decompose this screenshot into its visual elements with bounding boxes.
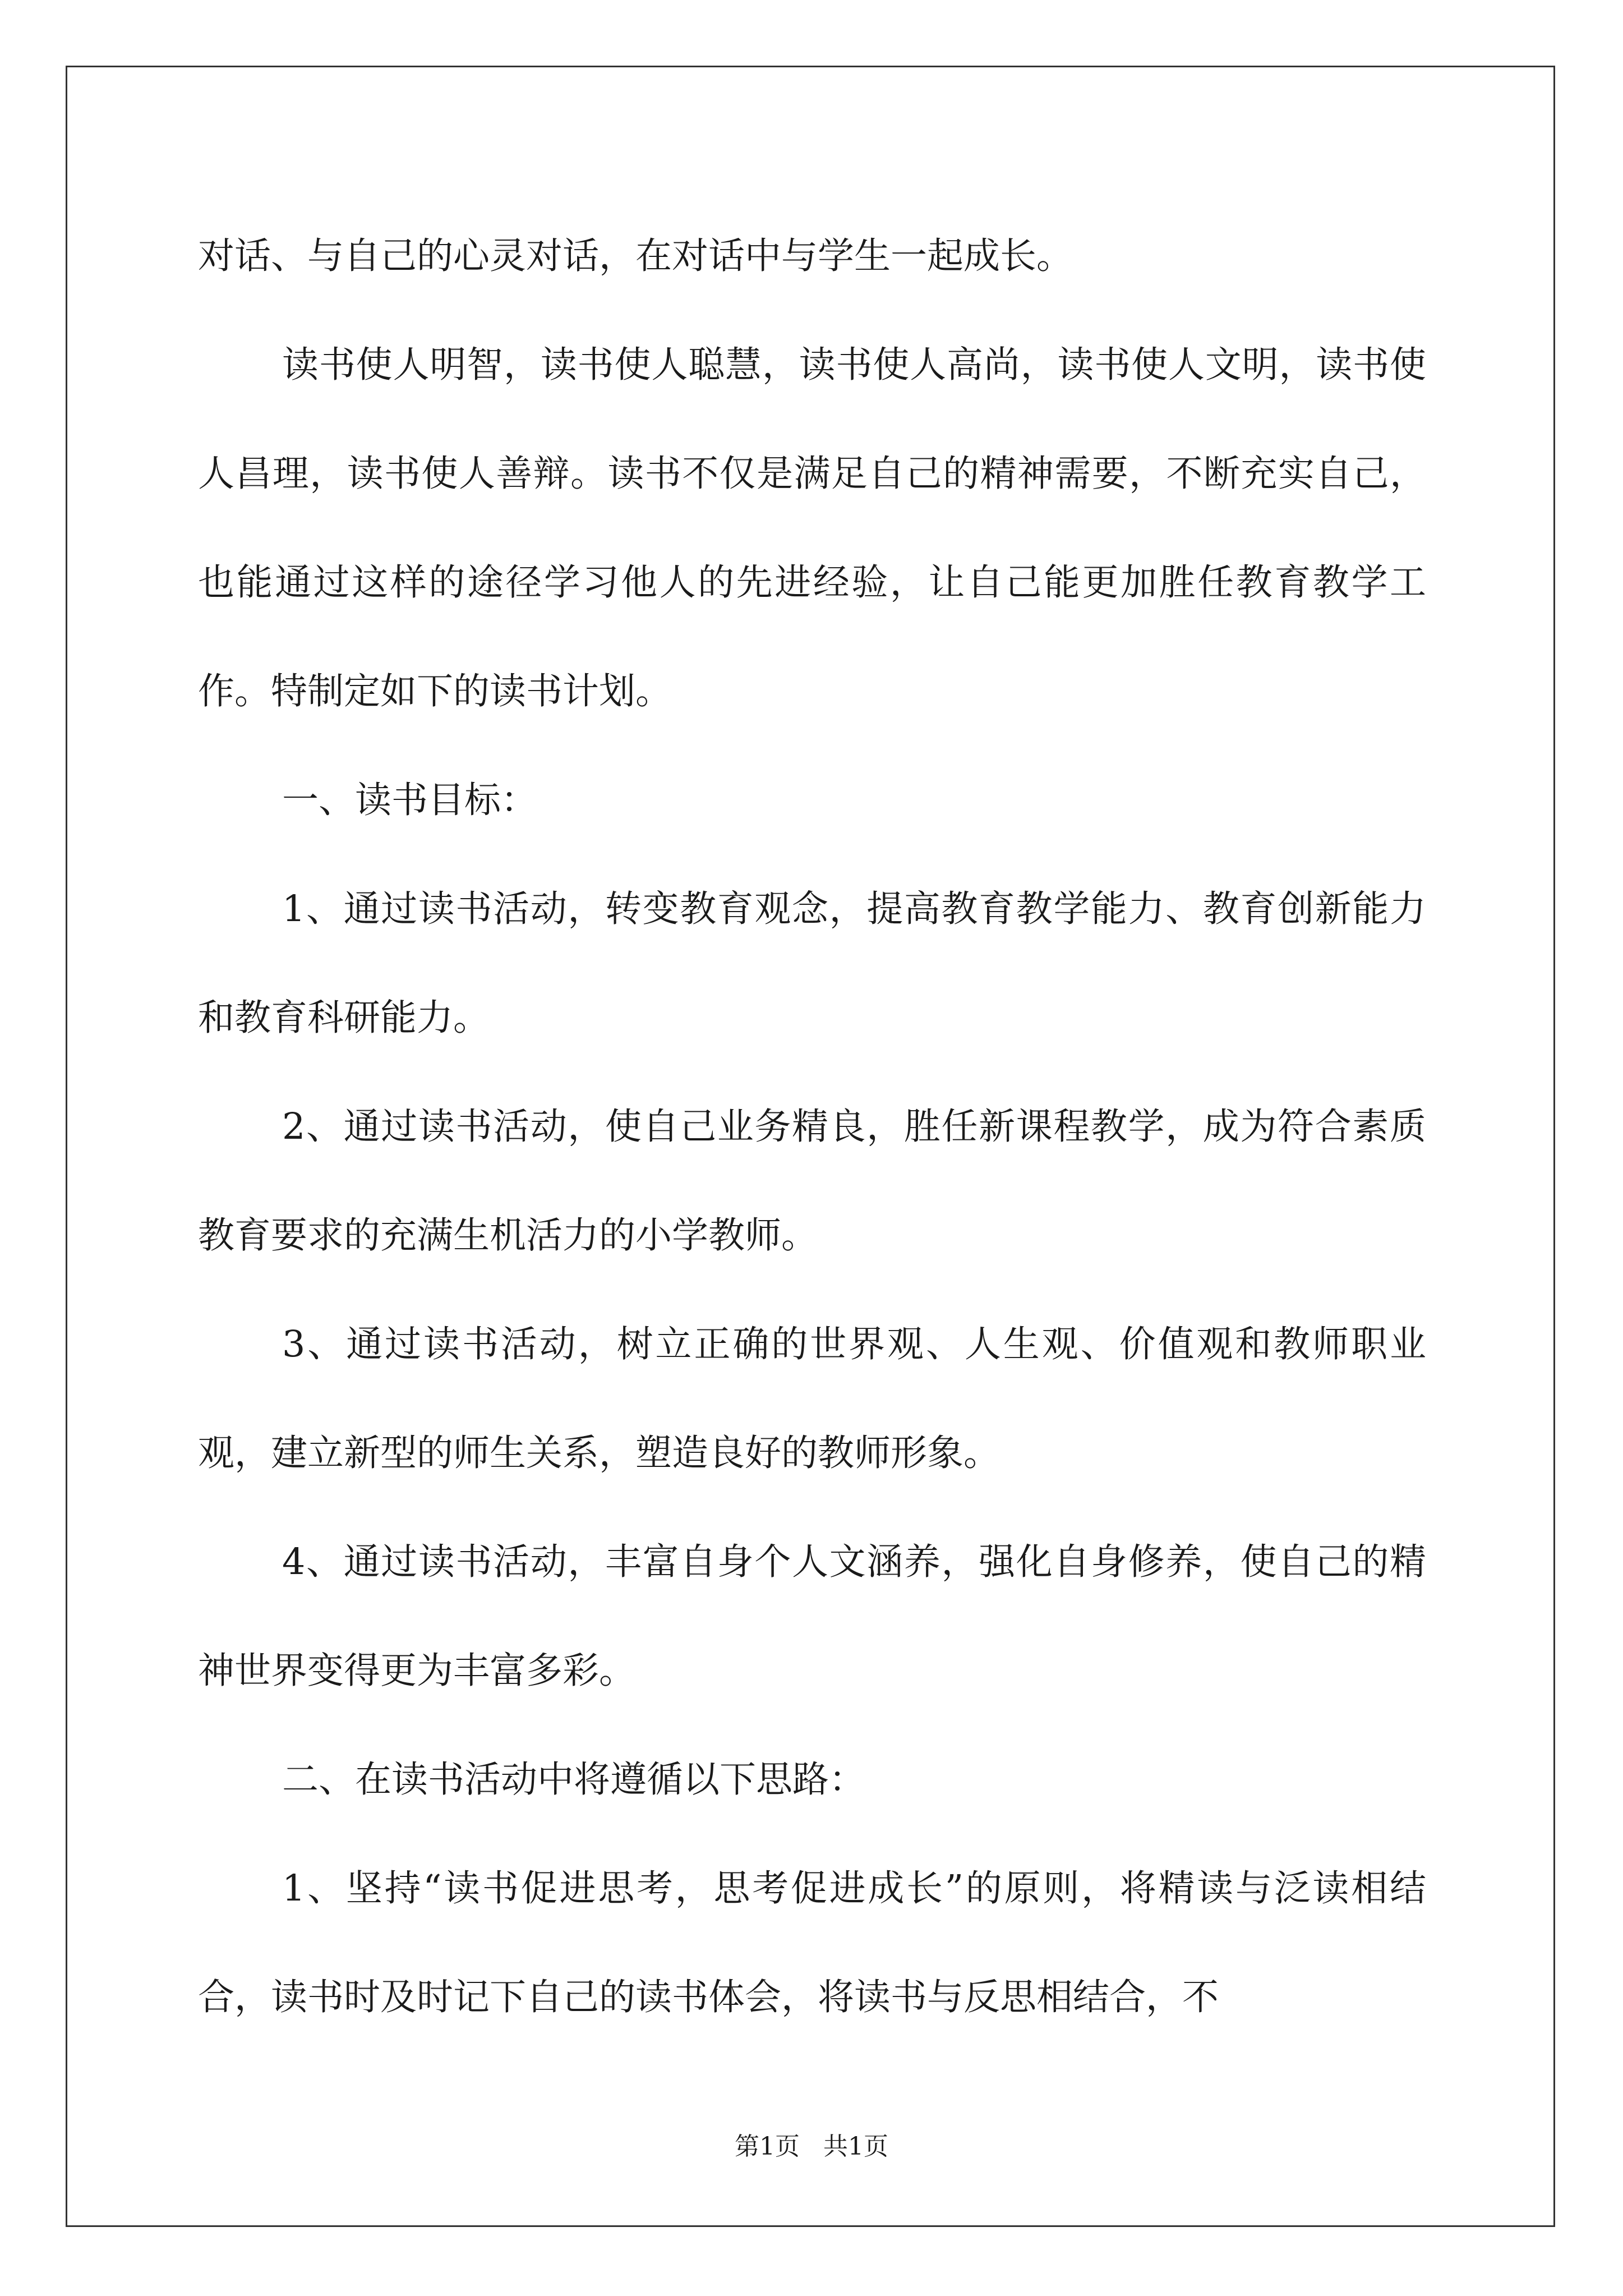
section-heading-1: 一、读书目标： — [282, 779, 538, 821]
section-heading-2: 二、在读书活动中将遵循以下思路： — [282, 1759, 866, 1801]
paragraph-1: 对话、与自己的心灵对话，在对话中与学生一起成长。 — [198, 235, 1073, 277]
page-number-footer: 第1页 共1页 — [735, 2132, 888, 2161]
paragraph-goal-2: 2、通过读书活动，使自己业务精良，胜任新课程教学，成为符合素质教育要求的充满生机活力的小学教师。 — [198, 1106, 1426, 1257]
paragraph-goal-4: 4、通过读书活动，丰富自身个人文涵养，强化自身修养，使自己的精神世界变得更为丰富多彩。 — [198, 1541, 1426, 1692]
document-body — [198, 202, 1426, 2052]
paragraph-approach-1: 1、坚持“读书促进思考，思考促进成长”的原则，将精读与泛读相结合，读书时及时记下自己的读书体会，将读书与反思相结合，不 — [198, 1867, 1426, 2018]
paragraph-goal-3: 3、通过读书活动，树立正确的世界观、人生观、价值观和教师职业观，建立新型的师生关系，塑造良好的教师形象。 — [198, 1323, 1426, 1474]
paragraph-2: 读书使人明智，读书使人聪慧，读书使人高尚，读书使人文明，读书使人昌理，读书使人善辩。读书不仅是满足自己的精神需要，不断充实自己，也能通过这样的途径学习他人的先进经验，让自己能更加胜任教育教学工作。特制定如下的读书计划。 — [198, 344, 1426, 712]
paragraph-goal-1: 1、通过读书活动，转变教育观念，提高教育教学能力、教育创新能力和教育科研能力。 — [198, 888, 1426, 1039]
